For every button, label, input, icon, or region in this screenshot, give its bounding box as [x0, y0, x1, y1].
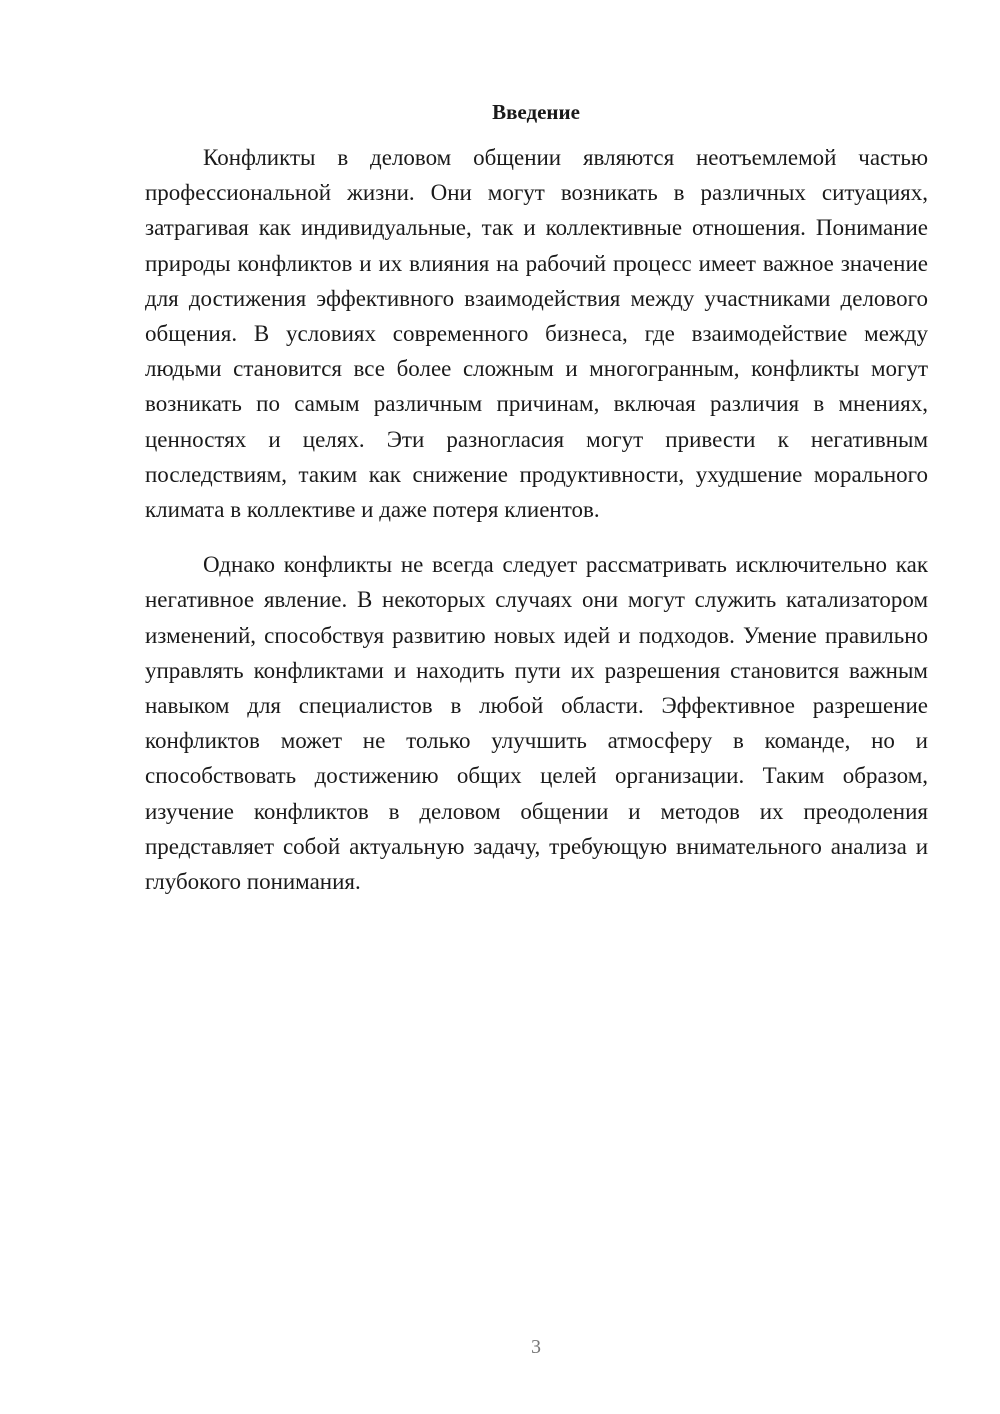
paragraph: Однако конфликты не всегда следует рассматривать исключительно как негативное явление. В некоторых случаях они могут служить катализатором изменений, способствуя развитию новых идей и подходов. Умение правильно управлять конфликтами и находить пути их разрешения становится важным навыком для специалистов в любой области. Эффективное разрешение конфликтов может не только улучшить атмосферу в команде, но и способствовать достижению общих целей организации. Таким образом, изучение конфликтов в деловом общении и методов их преодоления представляет собой актуальную задачу, требующую внимательного анализа и глубокого понимания.	[145, 552, 928, 895]
paragraph: Конфликты в деловом общении являются неотъемлемой частью профессиональной жизни. Они могут возникать в различных ситуациях, затрагивая как индивидуальные, так и коллективные отношения. Понимание природы конфликтов и их влияния на рабочий процесс имеет важное значение для достижения эффективного взаимодействия между участниками делового общения. В условиях современного бизнеса, где взаимодействие между людьми становится все более сложным и многогранным, конфликты могут возникать по самым различным причинам, включая различия в мнениях, ценностях и целях. Эти разногласия могут привести к негативным последствиям, таким как снижение продуктивности, ухудшение морального климата в коллективе и даже потеря клиентов.	[145, 145, 928, 523]
body-text	[145, 140, 928, 899]
section-title: Введение	[492, 100, 580, 124]
page-number: 3	[531, 1336, 541, 1358]
